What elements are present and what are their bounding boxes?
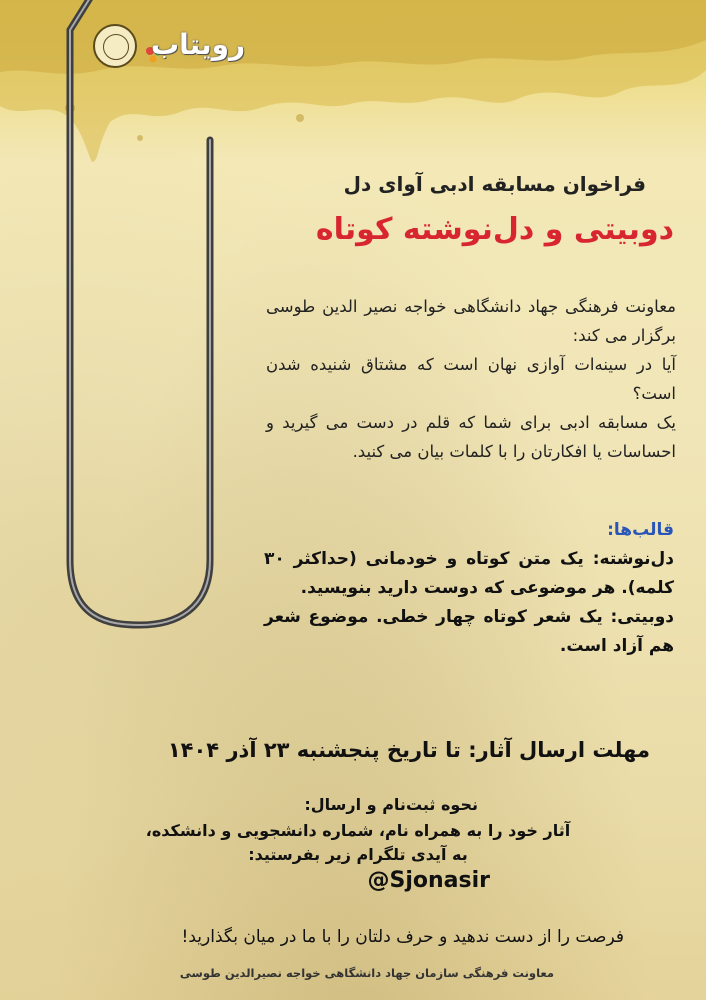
poster-title: دوبیتی و دل‌نوشته کوتاه <box>315 212 674 247</box>
intro-text <box>266 292 676 466</box>
closing-text: فرصت را از دست ندهید و حرف دلتان را با ما در میان بگذارید! <box>181 927 624 947</box>
jahad-seal-logo <box>93 24 137 68</box>
registration-text <box>68 819 648 867</box>
format-item: دوبیتی: یک شعر کوتاه چهار خطی. موضوع شعر هم آزاد است. <box>264 607 674 656</box>
logo-group <box>85 18 246 78</box>
telegram-handle[interactable]: @Sjonasir <box>367 868 490 893</box>
format-item: دل‌نوشته: یک متن کوتاه و خودمانی (حداکثر ۳۰ کلمه). هر موضوعی که دوست دارید بنویسید. <box>264 549 674 598</box>
registration-line: آثار خود را به همراه نام، شماره دانشجویی و دانشکده، <box>145 821 571 840</box>
intro-line: معاونت فرهنگی جهاد دانشگاهی خواجه نصیر الدین طوسی برگزار می کند: <box>266 297 676 345</box>
formats-list <box>264 545 674 661</box>
intro-line: آیا در سینه‌ات آوازی نهان است که مشتاق شنیده شدن است؟ <box>266 355 676 403</box>
poster-subtitle: فراخوان مسابقه ادبی آوای دل <box>343 172 646 196</box>
formats-heading: قالب‌ها: <box>607 520 674 540</box>
registration-line: به آیدی تلگرام زیر بفرستید: <box>248 845 468 864</box>
registration-heading: نحوه ثبت‌نام و ارسال: <box>304 795 478 814</box>
footer-organizer: معاونت فرهنگی سازمان جهاد دانشگاهی خواجه نصیرالدین طوسی <box>179 966 554 980</box>
deadline: مهلت ارسال آثار: تا تاریخ پنجشنبه ۲۳ آذر ۱۴۰۴ <box>167 738 650 762</box>
brand-logo: رویتاب <box>151 28 246 61</box>
intro-line: یک مسابقه ادبی برای شما که قلم در دست می گیرید و احساسات یا افکارتان را با کلمات بیان می کنید. <box>266 413 676 461</box>
